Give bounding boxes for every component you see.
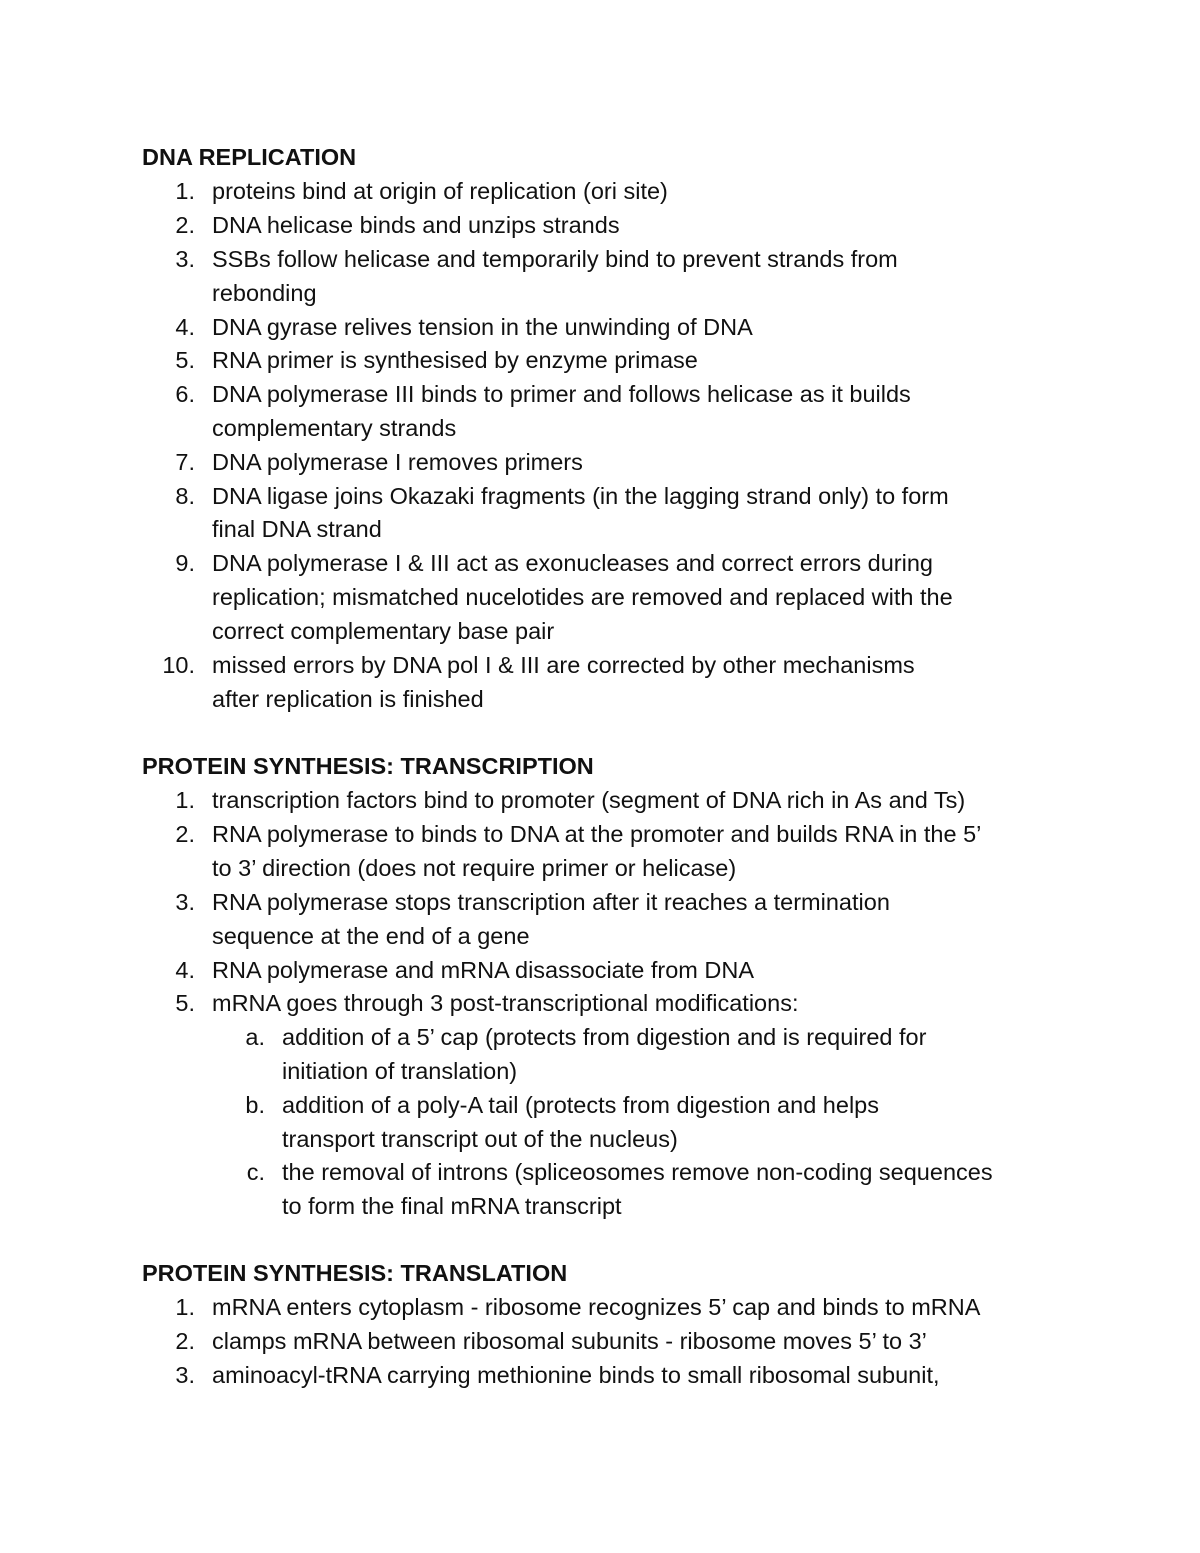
list-item-text: DNA helicase binds and unzips strands [212,212,620,238]
sub-list-letter: b. [245,1092,265,1118]
list-item-text: complementary strands [212,415,457,441]
list-number: 4. [175,957,195,983]
list-item-text: missed errors by DNA pol I & III are corrected by other mechanisms [212,652,915,678]
list-number: 7. [175,449,195,475]
list-item-text: DNA polymerase III binds to primer and follows helicase as it builds [212,381,911,407]
section-heading: PROTEIN SYNTHESIS: TRANSCRIPTION [142,753,594,779]
list-item-text: to 3’ direction (does not require primer or helicase) [212,855,737,881]
list-number: 5. [175,347,195,373]
list-number: 1. [175,178,195,204]
sub-list-letter: c. [246,1159,265,1185]
list-number: 6. [175,381,195,407]
sub-list-item-text: initiation of translation) [282,1058,518,1084]
list-item-text: after replication is finished [212,686,484,712]
list-number: 2. [175,821,195,847]
list-item-text: rebonding [212,280,317,306]
sub-list-item-text: addition of a 5’ cap (protects from digestion and is required for [282,1024,927,1050]
list-item-text: RNA polymerase to binds to DNA at the promoter and builds RNA in the 5’ [212,821,982,847]
list-number: 4. [175,314,195,340]
sub-list-item-text: to form the final mRNA transcript [282,1193,622,1219]
list-number: 2. [175,212,195,238]
list-item-text: DNA polymerase I & III act as exonucleases and correct errors during [212,550,933,576]
list-item-text: sequence at the end of a gene [212,923,530,949]
list-item-text: SSBs follow helicase and temporarily bind to prevent strands from [212,246,898,272]
list-number: 2. [175,1328,195,1354]
list-item-text: DNA polymerase I removes primers [212,449,583,475]
list-number: 9. [175,550,195,576]
section-heading: PROTEIN SYNTHESIS: TRANSLATION [142,1260,568,1286]
list-number: 1. [175,787,195,813]
list-item-text: DNA gyrase relives tension in the unwinding of DNA [212,314,753,340]
list-item-text: proteins bind at origin of replication (ori site) [212,178,668,204]
list-number: 1. [175,1294,195,1320]
list-item-text: final DNA strand [212,516,382,542]
sub-list-item-text: the removal of introns (spliceosomes remove non-coding sequences [282,1159,993,1185]
sub-list-item-text: addition of a poly-A tail (protects from digestion and helps [282,1092,879,1118]
list-number: 3. [175,889,195,915]
list-number: 10. [162,652,195,678]
list-item-text: transcription factors bind to promoter (segment of DNA rich in As and Ts) [212,787,966,813]
sub-list-letter: a. [245,1024,265,1050]
list-item-text: aminoacyl-tRNA carrying methionine binds to small ribosomal subunit, [212,1362,940,1388]
list-number: 3. [175,246,195,272]
list-item-text: mRNA goes through 3 post-transcriptional modifications: [212,990,799,1016]
list-item-text: RNA polymerase and mRNA disassociate from DNA [212,957,755,983]
sub-list-item-text: transport transcript out of the nucleus) [282,1126,678,1152]
list-number: 3. [175,1362,195,1388]
list-item-text: correct complementary base pair [212,618,555,644]
list-item-text: replication; mismatched nucelotides are removed and replaced with the [212,584,953,610]
list-item-text: mRNA enters cytoplasm - ribosome recognizes 5’ cap and binds to mRNA [212,1294,981,1320]
list-item-text: DNA ligase joins Okazaki fragments (in the lagging strand only) to form [212,483,949,509]
list-number: 8. [175,483,195,509]
list-item-text: RNA polymerase stops transcription after it reaches a termination [212,889,890,915]
list-item-text: clamps mRNA between ribosomal subunits - ribosome moves 5’ to 3’ [212,1328,927,1354]
section-heading: DNA REPLICATION [142,144,357,170]
list-item-text: RNA primer is synthesised by enzyme primase [212,347,698,373]
list-number: 5. [175,990,195,1016]
